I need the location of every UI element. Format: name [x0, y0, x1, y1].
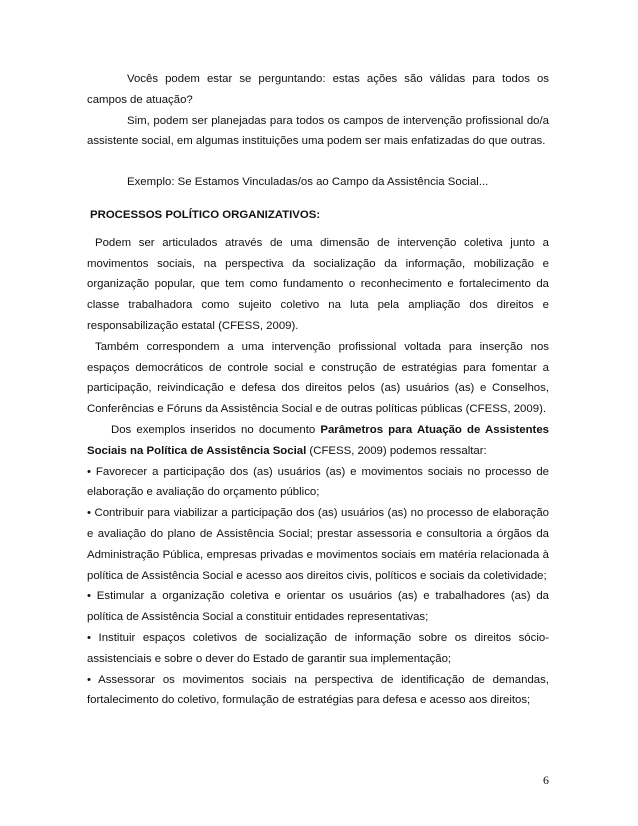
bullet-item: • Estimular a organização coletiva e orientar os usuários (as) e trabalhadores (as) da política de Assistência Social a constituir entidades representativas;	[87, 590, 549, 624]
bullet-item: • Contribuir para viabilizar a participação dos (as) usuários (as) no processo de elaboração e avaliação do plano de Assistência Social; prestar assessoria e consultoria a órgãos da Administração Pública, empresas privadas e movimentos sociais em matéria relacionada à política de Assistência Social e acesso aos direitos civis, políticos e sociais da coletividade;	[87, 507, 549, 582]
bullet-item: • Instituir espaços coletivos de socialização de informação sobre os direitos sócio-assistenciais e sobre o dever do Estado de garantir sua implementação;	[87, 631, 549, 665]
examples-intro-paragraph	[87, 420, 549, 462]
section-paragraph-2: Também correspondem a uma intervenção profissional voltada para inserção nos espaços democráticos de controle social e construção de estratégias para fomentar a participação, reivindicação e defesa dos direitos pelos (as) usuários (as) e Conselhos, Conferências e Fóruns da Assistência Social e de outras políticas públicas (CFESS, 2009).	[87, 340, 549, 416]
examples-tail-text: (CFESS, 2009) podemos ressaltar:	[306, 444, 487, 457]
section-paragraph-1: Podem ser articulados através de uma dimensão de intervenção coletiva junto a movimentos sociais, na perspectiva da socialização da informação, mobilização e organização popular, que tem como fundamento o reconhecimento e fortalecimento da classe trabalhadora como sujeito coletivo na luta pela ampliação dos direitos e responsabilização estatal (CFESS, 2009).	[87, 236, 549, 332]
bullet-item: • Assessorar os movimentos sociais na perspectiva de identificação de demandas, fortalecimento do coletivo, formulação de estratégias para defesa e acesso aos direitos;	[87, 673, 549, 707]
document-title: Parâmetros para Atuação de Assistentes Sociais na Política de Assistência Social	[87, 423, 549, 457]
bullet-item: • Favorecer a participação dos (as) usuários (as) e movimentos sociais no processo de elaboração e avaliação do orçamento público;	[87, 465, 549, 499]
section-heading: PROCESSOS POLÍTICO ORGANIZATIVOS:	[90, 208, 321, 221]
intro-question-paragraph: Vocês podem estar se perguntando: estas ações são válidas para todos os campos de atuação?	[87, 73, 549, 106]
page-body	[87, 69, 549, 711]
example-paragraph: Exemplo: Se Estamos Vinculadas/os ao Campo da Assistência Social...	[127, 176, 489, 189]
intro-answer-paragraph: Sim, podem ser planejadas para todos os campos de intervenção profissional do/a assistente social, em algumas instituições uma podem ser mais enfatizadas do que outras.	[87, 114, 549, 148]
page-number: 6	[543, 773, 549, 787]
examples-lead-text: Dos exemplos inseridos no documento	[111, 423, 321, 436]
